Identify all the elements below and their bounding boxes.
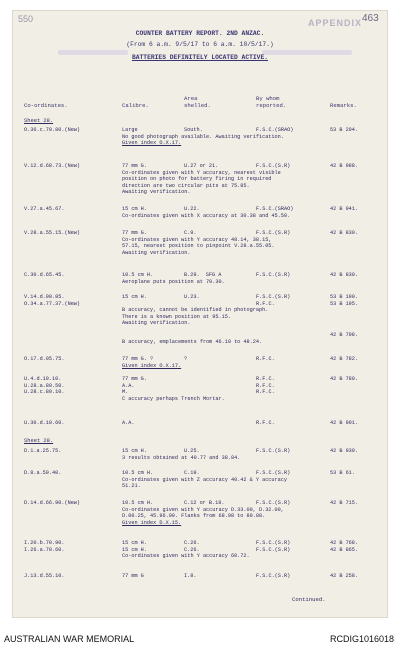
page-number-stamp: 550	[18, 14, 34, 24]
sheet-label: Sheet 28.	[24, 118, 54, 124]
archive-name: AUSTRALIAN WAR MEMORIAL	[4, 634, 135, 644]
remarks-ref: 42 B 782.	[330, 356, 359, 362]
remarks-ref: 53 B 204.	[330, 127, 359, 133]
area-shelled: C.19.	[184, 470, 200, 476]
entry-note: Awaiting verification.	[122, 189, 191, 196]
document-page	[12, 10, 388, 618]
remarks-ref: 42 B 798.	[330, 332, 359, 338]
column-header-coordinates: Co-ordinates.	[24, 102, 68, 109]
coordinates: O.17.d.05.75.	[24, 356, 65, 362]
remarks-ref: 42 B 901.	[330, 420, 359, 426]
column-header-remarks: Remarks.	[330, 102, 357, 109]
coordinates: I.20.b.70.90. I.26.a.70.60.	[24, 540, 65, 553]
reported-by: F.S.C.(S.R) R.F.C.	[256, 294, 291, 307]
remarks-ref: 42 B 939.	[330, 448, 359, 454]
column-header-reported: By whom reported.	[256, 95, 287, 109]
calibre: 10.5 cm H.	[122, 500, 154, 506]
continued-label: Continued.	[292, 596, 326, 603]
entry-note: There is a known position at 95.15.	[122, 313, 231, 320]
area-shelled: B.29. SFG A	[184, 272, 222, 278]
remarks-ref: 42 B 258.	[330, 573, 359, 579]
coordinates: V.28.a.55.15.(New)	[24, 230, 81, 236]
remarks-ref: 42 B 830.	[330, 272, 359, 278]
reported-by: F.S.C.(S.R)	[256, 448, 291, 454]
calibre: 77 mm G.	[122, 230, 147, 236]
entry-note: Aeroplane puts position at 70.30.	[122, 278, 225, 285]
calibre: 15 cm H. 15 cm H.	[122, 540, 147, 553]
entry-note: 51.21.	[122, 483, 141, 490]
sheet-label: Sheet 28.	[24, 438, 54, 444]
reported-by: R.F.C.	[256, 356, 275, 362]
area-shelled: C.26. C.26.	[184, 540, 200, 553]
entry-note: Co-ordinates given with Y accuracy 60.72.	[122, 553, 250, 560]
entry-note: D.00.25, 45.96.90. Flanks from 68.98 to 80.88.	[122, 513, 266, 520]
remarks-ref: 42 B 780.	[330, 376, 359, 382]
coordinates: O.36.c.70.80.(New)	[24, 127, 81, 133]
coordinates: V.12.d.68.73.(New)	[24, 163, 81, 169]
entry-note: 57.15, nearest position to pinpoint V.28.a.55.05.	[122, 243, 275, 250]
reported-by: F.S.C.(SRAO)	[256, 127, 294, 133]
entry-note: No good photograph available. Awaiting verification.	[122, 133, 284, 140]
reported-by: F.S.C.(SRAO)	[256, 206, 294, 212]
coordinates: V.14.d.90.85. O.34.a.77.37.(New)	[24, 294, 81, 307]
calibre: 15 cm H.	[122, 294, 147, 300]
archive-footer	[0, 624, 400, 654]
reported-by: R.F.C.	[256, 420, 275, 426]
coordinates: U.30.d.10.60.	[24, 420, 65, 426]
calibre: 10.5 cm H.	[122, 470, 154, 476]
remarks-ref: 42 B 941.	[330, 206, 359, 212]
calibre: 15 cm H.	[122, 448, 147, 454]
calibre: 77 mm G.	[122, 163, 147, 169]
reported-by: F.S.C.(S.R)	[256, 272, 291, 278]
calibre: 77 mm G. A.A. M.	[122, 376, 147, 396]
area-shelled: U.25.	[184, 448, 200, 454]
calibre: 10.5 cm H.	[122, 272, 154, 278]
coordinates: D.1.a.25.75.	[24, 448, 62, 454]
calibre: 77 mm G	[122, 573, 144, 579]
entry-note: C accuracy perhaps Trench Mortar.	[122, 395, 225, 402]
remarks-ref: 42 B 988.	[330, 163, 359, 169]
area-shelled: ?	[184, 356, 188, 362]
reported-by: F.S.C.(S.R)	[256, 470, 291, 476]
coordinates: J.13.d.55.10.	[24, 573, 65, 579]
coordinates: D.8.a.50.40.	[24, 470, 62, 476]
report-period: (From 6 a.m. 9/5/17 to 6 a.m. 10/5/17.)	[126, 41, 274, 48]
column-header-area: Area shelled.	[184, 95, 211, 109]
area-shelled: C.9.	[184, 230, 197, 236]
entry-note: B accuracy, emplacements from 46.10 to 48.24.	[122, 338, 263, 345]
column-header-calibre: Calibre.	[122, 102, 149, 109]
reported-by: F.S.C.(S.R)	[256, 230, 291, 236]
entry-note: Given index O.X.17.	[122, 362, 182, 369]
section-heading: BATTERIES DEFINITELY LOCATED ACTIVE.	[131, 54, 269, 61]
area-shelled: U.22.	[184, 206, 200, 212]
reported-by: F.S.C.(S.R)	[256, 163, 291, 169]
remarks-ref: 42 B 768. 42 B 865.	[330, 540, 359, 553]
remarks-ref: 42 B 715.	[330, 500, 359, 506]
reported-by: F.S.C.(S.R)	[256, 500, 291, 506]
area-shelled: South.	[184, 127, 203, 133]
area-shelled: U.23.	[184, 294, 200, 300]
remarks-ref: 53 B 190. 53 B 195.	[330, 294, 359, 307]
entry-note: Given index D.X.15.	[122, 519, 182, 526]
entry-note: Co-ordinates given with Y accuracy D.33.00, D.32.00,	[122, 506, 284, 513]
entry-note: Awaiting verification.	[122, 320, 191, 327]
calibre: 15 cm H.	[122, 206, 147, 212]
entry-note: Co-ordinates given with X accuracy at 30.38 and 45.50.	[122, 212, 291, 219]
coordinates: U.4.d.10.10. U.28.a.80.50. U.28.c.80.10.	[24, 376, 65, 396]
coordinates: C.30.d.65.45.	[24, 272, 65, 278]
remarks-ref: 42 B 830.	[330, 230, 359, 236]
reported-by: F.S.C.(S.R) F.S.C.(S.R)	[256, 540, 291, 553]
remarks-ref: 53 B 61.	[330, 470, 355, 476]
entry-note: 3 results obtained at 40.77 and 38.84.	[122, 454, 241, 461]
reported-by: F.S.C.(S.R)	[256, 573, 291, 579]
archive-reference: RCDIG1016018	[329, 634, 394, 644]
area-shelled: U.27 or 21.	[184, 163, 219, 169]
entry-note: Awaiting verification.	[122, 249, 191, 256]
reported-by: R.F.C. R.F.C. R.F.C.	[256, 376, 275, 396]
area-shelled: I.8.	[184, 573, 197, 579]
entry-note: Co-ordinates given with Z accuracy 40.42 & Y accuracy	[122, 476, 287, 483]
calibre: 77 mm G. ?	[122, 356, 154, 362]
area-shelled: C.12 or B.18.	[184, 500, 225, 506]
entry-note: Co-ordinates given with Y accuracy, nearest visible	[122, 169, 281, 176]
calibre: A.A.	[122, 420, 135, 426]
entry-note: direction are two circular pits at 75.85.	[122, 182, 250, 189]
entry-note: Given index O.X.17.	[122, 140, 182, 147]
coordinates: V.27.a.45.67.	[24, 206, 65, 212]
page-number: 463	[362, 13, 379, 24]
entry-note: B accuracy, cannot be identified in photograph.	[122, 307, 269, 314]
calibre: Large	[122, 127, 138, 133]
coordinates: D.14.d.66.90.(New)	[24, 500, 81, 506]
appendix-stamp: APPENDIX	[308, 18, 363, 28]
entry-note: position on photo for battery firing in required	[122, 176, 272, 183]
report-title: COUNTER BATTERY REPORT. 2ND ANZAC.	[135, 30, 265, 37]
entry-note: Co-ordinates given with Y accuracy 48.14, 38.15,	[122, 236, 272, 243]
